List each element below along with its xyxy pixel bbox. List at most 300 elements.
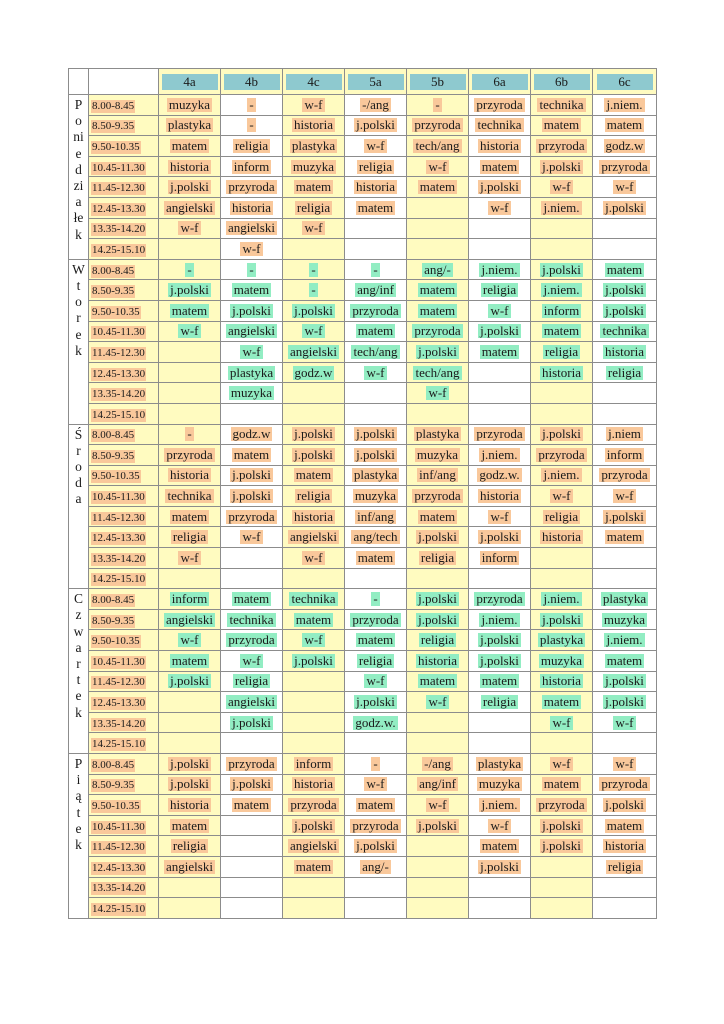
lesson-subject: matem	[419, 673, 456, 689]
lesson-subject: ang/tech	[353, 529, 398, 545]
lesson-subject: przyroda	[290, 796, 337, 812]
lesson-subject: w-f	[552, 755, 571, 771]
lesson-cell	[221, 856, 283, 877]
lesson-cell	[407, 692, 469, 713]
lesson-cell	[221, 836, 283, 857]
lesson-cell	[221, 712, 283, 733]
lesson-cell	[159, 424, 221, 445]
lesson-cell	[159, 156, 221, 177]
lesson-subject: matem	[419, 282, 456, 298]
lesson-subject: inform	[606, 446, 643, 462]
lesson-subject: inform	[233, 158, 270, 174]
lesson-subject: religia	[296, 199, 331, 215]
time-label: 14.25-15.10	[92, 738, 146, 751]
lesson-subject: matem	[606, 817, 643, 833]
lesson-cell	[221, 177, 283, 198]
lesson-cell	[407, 280, 469, 301]
lesson-subject: historia	[418, 652, 457, 668]
lesson-cell	[469, 774, 531, 795]
lesson-cell	[345, 465, 407, 486]
lesson-cell	[531, 342, 593, 363]
lesson-cell	[159, 712, 221, 733]
lesson-cell	[159, 898, 221, 919]
lesson-cell	[159, 465, 221, 486]
day-letter: C	[73, 591, 83, 607]
time-label: 9.50-10.35	[92, 305, 140, 318]
lesson-cell	[407, 424, 469, 445]
lesson-cell	[407, 754, 469, 775]
lesson-subject: inform	[295, 755, 332, 771]
lesson-cell	[221, 609, 283, 630]
lesson-cell	[469, 156, 531, 177]
lesson-subject: muzyka	[416, 446, 459, 462]
lesson-subject: matem	[481, 343, 518, 359]
lesson-subject: przyroda	[414, 117, 461, 133]
lesson-cell	[469, 815, 531, 836]
lesson-cell	[469, 259, 531, 280]
lesson-cell	[469, 362, 531, 383]
lesson-subject: -	[435, 96, 440, 112]
lesson-cell	[593, 486, 657, 507]
lesson-cell	[283, 774, 345, 795]
lesson-subject: w-f	[180, 220, 199, 236]
lesson-cell	[531, 218, 593, 239]
lesson-subject: j.niem.	[481, 796, 518, 812]
lesson-subject: godz.w	[294, 364, 333, 380]
time-label: 9.50-10.35	[92, 140, 140, 153]
lesson-subject: matem	[357, 199, 394, 215]
lesson-subject: j.polski	[294, 446, 333, 462]
lesson-cell	[531, 815, 593, 836]
lesson-subject: technika	[291, 591, 336, 607]
lesson-cell	[469, 609, 531, 630]
lesson-cell	[159, 589, 221, 610]
lesson-subject: -	[187, 261, 192, 277]
lesson-subject: matem	[233, 796, 270, 812]
lesson-subject: historia	[170, 467, 209, 483]
lesson-cell	[159, 342, 221, 363]
class-label: 4a	[162, 74, 218, 90]
lesson-subject: matem	[419, 302, 456, 318]
lesson-subject: j.polski	[232, 467, 271, 483]
table-row	[69, 671, 657, 692]
time-cell	[89, 362, 159, 383]
lesson-subject: religia	[607, 364, 642, 380]
lesson-subject: j.niem.	[543, 282, 580, 298]
lesson-cell	[407, 527, 469, 548]
lesson-cell	[345, 836, 407, 857]
time-label: 8.00-8.45	[92, 594, 135, 607]
lesson-subject: j.polski	[294, 426, 333, 442]
lesson-cell	[283, 280, 345, 301]
lesson-subject: j.polski	[542, 817, 581, 833]
lesson-cell	[283, 156, 345, 177]
time-cell	[89, 754, 159, 775]
time-cell	[89, 280, 159, 301]
lesson-cell	[593, 424, 657, 445]
lesson-subject: przyroda	[352, 817, 399, 833]
lesson-cell	[531, 403, 593, 424]
time-label: 8.50-9.35	[92, 449, 135, 462]
lesson-subject: j.polski	[480, 529, 519, 545]
lesson-subject: przyroda	[601, 776, 648, 792]
corner-cell-time	[89, 69, 159, 95]
day-letter: k	[75, 836, 82, 852]
lesson-cell	[531, 115, 593, 136]
time-cell	[89, 877, 159, 898]
lesson-cell	[469, 630, 531, 651]
time-label: 9.50-10.35	[92, 799, 140, 812]
lesson-cell	[221, 692, 283, 713]
lesson-cell	[593, 321, 657, 342]
time-label: 8.00-8.45	[92, 264, 135, 277]
lesson-subject: j.niem.	[543, 591, 580, 607]
day-letter: P	[74, 97, 83, 112]
lesson-cell	[345, 548, 407, 569]
time-label: 10.45-11.30	[92, 655, 145, 668]
lesson-cell	[159, 300, 221, 321]
lesson-subject: plastyka	[415, 426, 460, 442]
table-row	[69, 609, 657, 630]
lesson-cell	[159, 95, 221, 116]
lesson-cell	[407, 486, 469, 507]
table-row	[69, 836, 657, 857]
lesson-cell	[469, 754, 531, 775]
table-row	[69, 342, 657, 363]
day-letter: i	[76, 772, 81, 788]
lesson-cell	[469, 300, 531, 321]
lesson-cell	[469, 486, 531, 507]
lesson-cell	[469, 836, 531, 857]
lesson-cell	[407, 609, 469, 630]
time-label: 10.45-11.30	[92, 820, 145, 833]
lesson-subject: matem	[295, 179, 332, 195]
lesson-cell	[407, 836, 469, 857]
time-label: 11.45-12.30	[92, 182, 145, 195]
time-cell	[89, 239, 159, 260]
lesson-subject: w-f	[552, 179, 571, 195]
lesson-subject: przyroda	[228, 179, 275, 195]
lesson-subject: matem	[171, 137, 208, 153]
time-cell	[89, 197, 159, 218]
lesson-subject: j.polski	[356, 117, 395, 133]
lesson-cell	[283, 548, 345, 569]
lesson-subject: matem	[419, 179, 456, 195]
lesson-cell	[531, 836, 593, 857]
lesson-cell	[593, 300, 657, 321]
lesson-subject: przyroda	[476, 426, 523, 442]
lesson-cell	[345, 774, 407, 795]
lesson-cell	[345, 403, 407, 424]
lesson-cell	[159, 548, 221, 569]
table-row	[69, 651, 657, 672]
lesson-cell	[531, 651, 593, 672]
lesson-subject: muzyka	[230, 385, 273, 401]
lesson-subject: w-f	[242, 240, 261, 256]
day-letter: łe	[73, 210, 84, 226]
time-cell	[89, 465, 159, 486]
lesson-subject: j.niem.	[481, 446, 518, 462]
lesson-cell	[593, 383, 657, 404]
lesson-subject: matem	[171, 302, 208, 318]
lesson-cell	[283, 630, 345, 651]
lesson-subject: j.polski	[480, 323, 519, 339]
lesson-subject: plastyka	[353, 467, 398, 483]
day-label-cell	[69, 754, 89, 919]
lesson-cell	[221, 259, 283, 280]
lesson-subject: przyroda	[414, 323, 461, 339]
lesson-subject: matem	[295, 467, 332, 483]
lesson-subject: j.polski	[542, 611, 581, 627]
lesson-cell	[345, 609, 407, 630]
time-cell	[89, 424, 159, 445]
lesson-subject: matem	[171, 508, 208, 524]
time-cell	[89, 259, 159, 280]
lesson-cell	[345, 424, 407, 445]
table-row	[69, 115, 657, 136]
lesson-cell	[593, 568, 657, 589]
lesson-cell	[469, 506, 531, 527]
lesson-subject: j.niem.	[606, 96, 643, 112]
lesson-cell	[283, 136, 345, 157]
day-letter: o	[75, 458, 82, 474]
lesson-subject: angielski	[290, 529, 337, 545]
lesson-cell	[407, 671, 469, 692]
lesson-cell	[469, 651, 531, 672]
lesson-subject: religia	[172, 529, 207, 545]
lesson-cell	[531, 177, 593, 198]
lesson-cell	[469, 548, 531, 569]
lesson-cell	[407, 589, 469, 610]
day-letter: t	[76, 804, 81, 820]
lesson-subject: w-f	[552, 714, 571, 730]
lesson-cell	[407, 815, 469, 836]
lesson-cell	[283, 877, 345, 898]
day-letter: o	[75, 294, 82, 310]
day-letter: t	[76, 672, 81, 688]
lesson-cell	[159, 239, 221, 260]
lesson-subject: j.niem.	[606, 632, 643, 648]
lesson-subject: j.polski	[418, 529, 457, 545]
lesson-cell	[593, 445, 657, 466]
lesson-cell	[531, 239, 593, 260]
lesson-cell	[283, 239, 345, 260]
lesson-subject: przyroda	[601, 467, 648, 483]
time-cell	[89, 733, 159, 754]
lesson-subject: religia	[172, 838, 207, 854]
lesson-subject: -	[311, 282, 316, 298]
lesson-subject: technika	[229, 611, 274, 627]
lesson-cell	[221, 815, 283, 836]
lesson-cell	[469, 898, 531, 919]
lesson-subject: religia	[544, 343, 579, 359]
lesson-cell	[345, 280, 407, 301]
lesson-cell	[221, 465, 283, 486]
lesson-subject: matem	[419, 508, 456, 524]
table-row	[69, 877, 657, 898]
lesson-subject: matem	[357, 323, 394, 339]
lesson-subject: plastyka	[602, 591, 647, 607]
lesson-cell	[345, 197, 407, 218]
lesson-cell	[407, 898, 469, 919]
lesson-subject: muzyka	[540, 652, 583, 668]
lesson-cell	[531, 197, 593, 218]
lesson-subject: w-f	[242, 529, 261, 545]
lesson-cell	[221, 197, 283, 218]
lesson-cell	[221, 362, 283, 383]
lesson-cell	[159, 795, 221, 816]
table-row	[69, 239, 657, 260]
lesson-subject: -	[373, 591, 378, 607]
time-label: 12.45-13.30	[92, 861, 146, 874]
lesson-cell	[407, 321, 469, 342]
class-header-4c	[283, 69, 345, 95]
lesson-cell	[221, 733, 283, 754]
lesson-cell	[407, 877, 469, 898]
day-letter: P	[74, 756, 83, 771]
lesson-cell	[283, 342, 345, 363]
lesson-cell	[407, 342, 469, 363]
day-letter: k	[75, 704, 82, 720]
lesson-cell	[469, 280, 531, 301]
lesson-cell	[159, 259, 221, 280]
table-row	[69, 754, 657, 775]
lesson-subject: matem	[543, 694, 580, 710]
lesson-cell	[531, 589, 593, 610]
lesson-cell	[283, 321, 345, 342]
lesson-cell	[283, 589, 345, 610]
lesson-subject: w-f	[242, 652, 261, 668]
lesson-subject: w-f	[615, 488, 634, 504]
lesson-cell	[221, 651, 283, 672]
lesson-subject: matem	[543, 776, 580, 792]
lesson-subject: j.polski	[418, 611, 457, 627]
lesson-subject: plastyka	[229, 364, 274, 380]
lesson-subject: w-f	[180, 549, 199, 565]
time-label: 10.45-11.30	[92, 326, 145, 339]
lesson-subject: w-f	[615, 179, 634, 195]
lesson-subject: religia	[296, 488, 331, 504]
lesson-subject: przyroda	[166, 446, 213, 462]
lesson-subject: religia	[607, 858, 642, 874]
lesson-subject: religia	[358, 158, 393, 174]
time-cell	[89, 342, 159, 363]
lesson-cell	[159, 403, 221, 424]
lesson-subject: j.polski	[542, 158, 581, 174]
class-header-5a	[345, 69, 407, 95]
day-letter: e	[75, 820, 82, 836]
lesson-subject: matem	[295, 611, 332, 627]
lesson-cell	[469, 197, 531, 218]
lesson-cell	[469, 177, 531, 198]
class-header-5b	[407, 69, 469, 95]
lesson-cell	[407, 506, 469, 527]
lesson-subject: j.polski	[605, 673, 644, 689]
timetable	[68, 68, 657, 919]
lesson-subject: j.polski	[418, 817, 457, 833]
time-label: 12.45-13.30	[92, 367, 146, 380]
lesson-cell	[593, 692, 657, 713]
lesson-subject: j.polski	[605, 282, 644, 298]
class-label: 4c	[286, 74, 342, 90]
lesson-cell	[221, 239, 283, 260]
lesson-cell	[221, 445, 283, 466]
lesson-cell	[283, 197, 345, 218]
lesson-cell	[283, 671, 345, 692]
lesson-subject: j.polski	[232, 488, 271, 504]
lesson-subject: w-f	[242, 343, 261, 359]
lesson-subject: j.polski	[294, 817, 333, 833]
lesson-subject: w-f	[180, 632, 199, 648]
day-letter: r	[76, 310, 81, 326]
lesson-subject: matem	[606, 261, 643, 277]
time-cell	[89, 300, 159, 321]
lesson-subject: religia	[544, 508, 579, 524]
lesson-cell	[221, 754, 283, 775]
table-row	[69, 218, 657, 239]
lesson-cell	[345, 445, 407, 466]
lesson-cell	[159, 774, 221, 795]
lesson-cell	[345, 156, 407, 177]
lesson-subject: j.polski	[356, 838, 395, 854]
lesson-cell	[407, 218, 469, 239]
lesson-cell	[345, 712, 407, 733]
lesson-subject: angielski	[166, 199, 213, 215]
time-cell	[89, 115, 159, 136]
lesson-cell	[593, 527, 657, 548]
lesson-subject: technika	[167, 488, 212, 504]
lesson-subject: matem	[606, 529, 643, 545]
corner-cell-day	[69, 69, 89, 95]
lesson-subject: historia	[294, 117, 333, 133]
lesson-cell	[345, 795, 407, 816]
lesson-cell	[593, 465, 657, 486]
lesson-cell	[345, 898, 407, 919]
lesson-subject: w-f	[366, 137, 385, 153]
lesson-cell	[283, 115, 345, 136]
lesson-cell	[221, 342, 283, 363]
lesson-cell	[469, 403, 531, 424]
day-label-cell	[69, 424, 89, 589]
lesson-subject: muzyka	[168, 96, 211, 112]
lesson-cell	[159, 486, 221, 507]
lesson-subject: -	[249, 96, 254, 112]
lesson-cell	[283, 733, 345, 754]
lesson-cell	[407, 177, 469, 198]
lesson-cell	[531, 877, 593, 898]
lesson-subject: matem	[481, 158, 518, 174]
time-label: 14.25-15.10	[92, 243, 146, 256]
time-cell	[89, 95, 159, 116]
lesson-subject: j.polski	[542, 426, 581, 442]
lesson-subject: j.niem.	[543, 199, 580, 215]
time-label: 13.35-14.20	[92, 223, 146, 236]
lesson-cell	[593, 403, 657, 424]
lesson-cell	[531, 136, 593, 157]
lesson-subject: angielski	[228, 323, 275, 339]
time-cell	[89, 815, 159, 836]
lesson-cell	[345, 300, 407, 321]
lesson-cell	[531, 609, 593, 630]
lesson-cell	[593, 898, 657, 919]
lesson-cell	[345, 589, 407, 610]
lesson-cell	[531, 300, 593, 321]
lesson-cell	[283, 836, 345, 857]
lesson-cell	[159, 609, 221, 630]
lesson-subject: przyroda	[476, 591, 523, 607]
lesson-cell	[593, 651, 657, 672]
time-label: 11.45-12.30	[92, 346, 145, 359]
